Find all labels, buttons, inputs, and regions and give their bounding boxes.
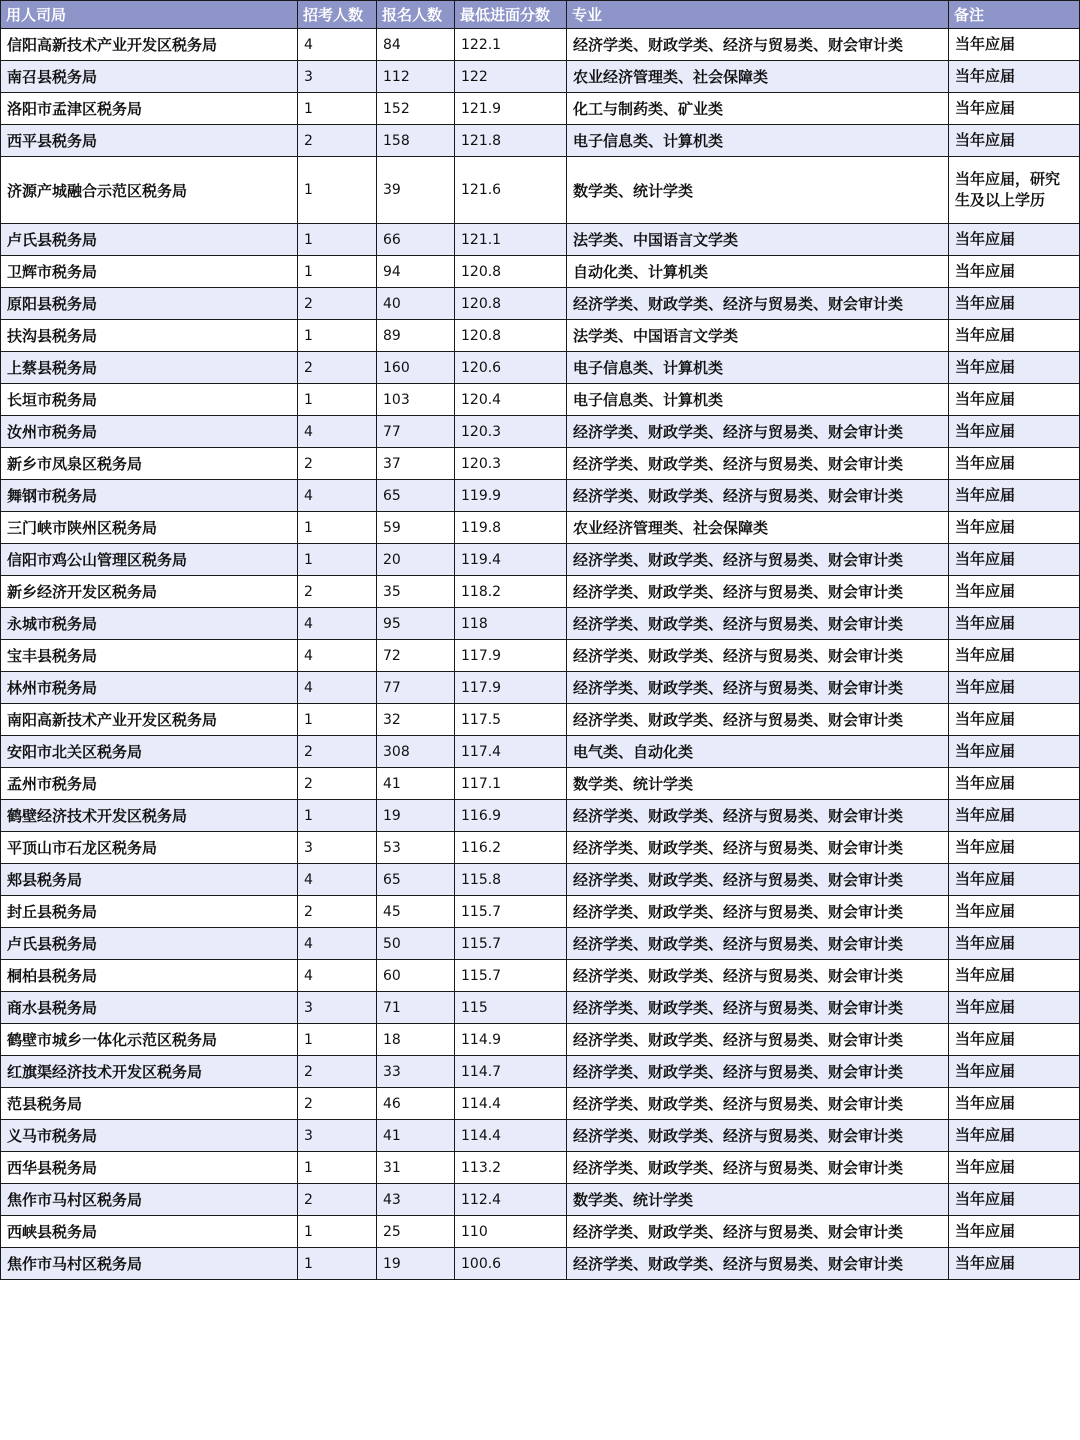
cell-org[interactable]: 扶沟县税务局 [1, 320, 298, 352]
cell-applicants[interactable]: 32 [377, 704, 455, 736]
cell-quota[interactable]: 1 [298, 384, 377, 416]
cell-note[interactable]: 当年应届 [949, 864, 1080, 896]
cell-note[interactable]: 当年应届 [949, 93, 1080, 125]
cell-min-score[interactable]: 113.2 [455, 1152, 567, 1184]
cell-note[interactable]: 当年应届 [949, 320, 1080, 352]
cell-major[interactable]: 经济学类、财政学类、经济与贸易类、财会审计类 [567, 1248, 949, 1280]
cell-major[interactable]: 经济学类、财政学类、经济与贸易类、财会审计类 [567, 896, 949, 928]
cell-major[interactable]: 电子信息类、计算机类 [567, 125, 949, 157]
cell-applicants[interactable]: 60 [377, 960, 455, 992]
cell-major[interactable]: 经济学类、财政学类、经济与贸易类、财会审计类 [567, 1024, 949, 1056]
cell-min-score[interactable]: 116.9 [455, 800, 567, 832]
cell-min-score[interactable]: 116.2 [455, 832, 567, 864]
cell-quota[interactable]: 1 [298, 512, 377, 544]
cell-applicants[interactable]: 158 [377, 125, 455, 157]
cell-applicants[interactable]: 160 [377, 352, 455, 384]
table-row [1, 960, 1080, 992]
table-row [1, 61, 1080, 93]
table-row [1, 608, 1080, 640]
cell-quota[interactable]: 4 [298, 29, 377, 61]
cell-org[interactable]: 范县税务局 [1, 1088, 298, 1120]
cell-org[interactable]: 新乡经济开发区税务局 [1, 576, 298, 608]
cell-quota[interactable]: 4 [298, 864, 377, 896]
cell-quota[interactable]: 1 [298, 544, 377, 576]
cell-min-score[interactable]: 119.4 [455, 544, 567, 576]
cell-major[interactable]: 经济学类、财政学类、经济与贸易类、财会审计类 [567, 864, 949, 896]
cell-note[interactable]: 当年应届 [949, 896, 1080, 928]
cell-major[interactable]: 自动化类、计算机类 [567, 256, 949, 288]
cell-min-score[interactable]: 120.6 [455, 352, 567, 384]
cell-major[interactable]: 经济学类、财政学类、经济与贸易类、财会审计类 [567, 608, 949, 640]
table-row [1, 1184, 1080, 1216]
cell-quota[interactable]: 4 [298, 608, 377, 640]
cell-min-score[interactable]: 118.2 [455, 576, 567, 608]
cell-applicants[interactable]: 84 [377, 29, 455, 61]
cell-min-score[interactable]: 122 [455, 61, 567, 93]
cell-applicants[interactable]: 20 [377, 544, 455, 576]
cell-org[interactable]: 林州市税务局 [1, 672, 298, 704]
cell-applicants[interactable]: 33 [377, 1056, 455, 1088]
table-row [1, 832, 1080, 864]
cell-applicants[interactable]: 46 [377, 1088, 455, 1120]
cell-min-score[interactable]: 122.1 [455, 29, 567, 61]
cell-quota[interactable]: 4 [298, 640, 377, 672]
cell-quota[interactable]: 3 [298, 1120, 377, 1152]
cell-major[interactable]: 数学类、统计学类 [567, 157, 949, 224]
cell-quota[interactable]: 3 [298, 61, 377, 93]
cell-note[interactable]: 当年应届 [949, 480, 1080, 512]
cell-org[interactable]: 卢氏县税务局 [1, 224, 298, 256]
table-row [1, 1120, 1080, 1152]
cell-min-score[interactable]: 110 [455, 1216, 567, 1248]
cell-quota[interactable]: 2 [298, 448, 377, 480]
cell-quota[interactable]: 1 [298, 1024, 377, 1056]
cell-quota[interactable]: 1 [298, 256, 377, 288]
cell-applicants[interactable]: 95 [377, 608, 455, 640]
cell-org[interactable]: 焦作市马村区税务局 [1, 1184, 298, 1216]
cell-applicants[interactable]: 45 [377, 896, 455, 928]
cell-org[interactable]: 郏县税务局 [1, 864, 298, 896]
cell-applicants[interactable]: 37 [377, 448, 455, 480]
cell-applicants[interactable]: 152 [377, 93, 455, 125]
cell-min-score[interactable]: 120.8 [455, 288, 567, 320]
cell-quota[interactable]: 2 [298, 125, 377, 157]
cell-major[interactable]: 经济学类、财政学类、经济与贸易类、财会审计类 [567, 1216, 949, 1248]
table-row [1, 1056, 1080, 1088]
cell-major[interactable]: 经济学类、财政学类、经济与贸易类、财会审计类 [567, 480, 949, 512]
cell-note[interactable]: 当年应届 [949, 960, 1080, 992]
cell-note[interactable]: 当年应届 [949, 256, 1080, 288]
cell-quota[interactable]: 1 [298, 1216, 377, 1248]
cell-note[interactable]: 当年应届 [949, 576, 1080, 608]
cell-note[interactable]: 当年应届 [949, 544, 1080, 576]
cell-org[interactable]: 鹤壁市城乡一体化示范区税务局 [1, 1024, 298, 1056]
table-row [1, 512, 1080, 544]
cell-applicants[interactable]: 25 [377, 1216, 455, 1248]
cell-note[interactable]: 当年应届，研究生及以上学历 [949, 157, 1080, 224]
cell-quota[interactable]: 1 [298, 1248, 377, 1280]
cell-major[interactable]: 法学类、中国语言文学类 [567, 320, 949, 352]
cell-major[interactable]: 农业经济管理类、社会保障类 [567, 512, 949, 544]
cell-major[interactable]: 经济学类、财政学类、经济与贸易类、财会审计类 [567, 448, 949, 480]
cell-major[interactable]: 电气类、自动化类 [567, 736, 949, 768]
cell-major[interactable]: 经济学类、财政学类、经济与贸易类、财会审计类 [567, 704, 949, 736]
header-row [1, 1, 1080, 29]
table-row [1, 416, 1080, 448]
cell-note[interactable]: 当年应届 [949, 61, 1080, 93]
cell-applicants[interactable]: 41 [377, 1120, 455, 1152]
cell-min-score[interactable]: 115.8 [455, 864, 567, 896]
cell-org[interactable]: 洛阳市孟津区税务局 [1, 93, 298, 125]
cell-major[interactable]: 经济学类、财政学类、经济与贸易类、财会审计类 [567, 960, 949, 992]
cell-min-score[interactable]: 114.4 [455, 1120, 567, 1152]
cell-org[interactable]: 信阳市鸡公山管理区税务局 [1, 544, 298, 576]
cell-quota[interactable]: 1 [298, 93, 377, 125]
table-row [1, 736, 1080, 768]
table-row [1, 1248, 1080, 1280]
cell-major[interactable]: 经济学类、财政学类、经济与贸易类、财会审计类 [567, 544, 949, 576]
cell-min-score[interactable]: 117.5 [455, 704, 567, 736]
table-row [1, 864, 1080, 896]
cell-quota[interactable]: 2 [298, 896, 377, 928]
cell-major[interactable]: 经济学类、财政学类、经济与贸易类、财会审计类 [567, 800, 949, 832]
cell-quota[interactable]: 2 [298, 736, 377, 768]
cell-min-score[interactable]: 112.4 [455, 1184, 567, 1216]
cell-min-score[interactable]: 117.1 [455, 768, 567, 800]
cell-min-score[interactable]: 114.9 [455, 1024, 567, 1056]
table-row [1, 157, 1080, 224]
cell-major[interactable]: 经济学类、财政学类、经济与贸易类、财会审计类 [567, 288, 949, 320]
cell-org[interactable]: 商水县税务局 [1, 992, 298, 1024]
cell-note[interactable]: 当年应届 [949, 608, 1080, 640]
cell-note[interactable]: 当年应届 [949, 352, 1080, 384]
cell-min-score[interactable]: 120.8 [455, 256, 567, 288]
cell-min-score[interactable]: 119.8 [455, 512, 567, 544]
cell-org[interactable]: 汝州市税务局 [1, 416, 298, 448]
cell-quota[interactable]: 1 [298, 704, 377, 736]
cell-min-score[interactable]: 120.3 [455, 416, 567, 448]
cell-applicants[interactable]: 112 [377, 61, 455, 93]
header-cell-org[interactable]: 用人司局 [1, 1, 298, 29]
table-row [1, 256, 1080, 288]
cell-applicants[interactable]: 41 [377, 768, 455, 800]
table-row [1, 320, 1080, 352]
cell-note[interactable]: 当年应届 [949, 704, 1080, 736]
table-row [1, 224, 1080, 256]
table-row [1, 544, 1080, 576]
table-row [1, 93, 1080, 125]
cell-quota[interactable]: 2 [298, 768, 377, 800]
cell-note[interactable]: 当年应届 [949, 832, 1080, 864]
cell-min-score[interactable]: 121.8 [455, 125, 567, 157]
cell-note[interactable]: 当年应届 [949, 125, 1080, 157]
header-cell-major[interactable]: 专业 [567, 1, 949, 29]
cell-note[interactable]: 当年应届 [949, 29, 1080, 61]
cell-note[interactable]: 当年应届 [949, 1152, 1080, 1184]
table-row [1, 125, 1080, 157]
cell-org[interactable]: 舞钢市税务局 [1, 480, 298, 512]
cell-applicants[interactable]: 35 [377, 576, 455, 608]
cell-min-score[interactable]: 119.9 [455, 480, 567, 512]
cell-major[interactable]: 经济学类、财政学类、经济与贸易类、财会审计类 [567, 416, 949, 448]
table-row [1, 1088, 1080, 1120]
table-row [1, 768, 1080, 800]
cell-applicants[interactable]: 31 [377, 1152, 455, 1184]
cell-quota[interactable]: 4 [298, 672, 377, 704]
cell-note[interactable]: 当年应届 [949, 1120, 1080, 1152]
cell-org[interactable]: 封丘县税务局 [1, 896, 298, 928]
table-row [1, 928, 1080, 960]
cell-major[interactable]: 电子信息类、计算机类 [567, 352, 949, 384]
cell-quota[interactable]: 1 [298, 1152, 377, 1184]
table-body [1, 29, 1080, 1280]
cell-quota[interactable]: 3 [298, 992, 377, 1024]
cell-org[interactable]: 西平县税务局 [1, 125, 298, 157]
cell-min-score[interactable]: 114.4 [455, 1088, 567, 1120]
cell-org[interactable]: 西华县税务局 [1, 1152, 298, 1184]
cell-note[interactable]: 当年应届 [949, 1184, 1080, 1216]
cell-org[interactable]: 长垣市税务局 [1, 384, 298, 416]
cell-applicants[interactable]: 19 [377, 800, 455, 832]
cell-major[interactable]: 法学类、中国语言文学类 [567, 224, 949, 256]
cell-major[interactable]: 数学类、统计学类 [567, 1184, 949, 1216]
cell-org[interactable]: 三门峡市陕州区税务局 [1, 512, 298, 544]
header-cell-applicants[interactable]: 报名人数 [377, 1, 455, 29]
cell-org[interactable]: 卫辉市税务局 [1, 256, 298, 288]
cell-note[interactable]: 当年应届 [949, 448, 1080, 480]
cell-quota[interactable]: 1 [298, 320, 377, 352]
cell-applicants[interactable]: 59 [377, 512, 455, 544]
cell-org[interactable]: 南召县税务局 [1, 61, 298, 93]
cell-major[interactable]: 数学类、统计学类 [567, 768, 949, 800]
cell-quota[interactable]: 4 [298, 928, 377, 960]
table-row [1, 992, 1080, 1024]
table-row [1, 704, 1080, 736]
cell-min-score[interactable]: 114.7 [455, 1056, 567, 1088]
table-row [1, 288, 1080, 320]
cell-major[interactable]: 经济学类、财政学类、经济与贸易类、财会审计类 [567, 1088, 949, 1120]
cell-org[interactable]: 济源产城融合示范区税务局 [1, 157, 298, 224]
cell-note[interactable]: 当年应届 [949, 384, 1080, 416]
cell-note[interactable]: 当年应届 [949, 800, 1080, 832]
header-cell-note[interactable]: 备注 [949, 1, 1080, 29]
cell-min-score[interactable]: 115.7 [455, 928, 567, 960]
cell-major[interactable]: 经济学类、财政学类、经济与贸易类、财会审计类 [567, 576, 949, 608]
cell-min-score[interactable]: 120.4 [455, 384, 567, 416]
cell-applicants[interactable]: 94 [377, 256, 455, 288]
cell-note[interactable]: 当年应届 [949, 416, 1080, 448]
cell-applicants[interactable]: 43 [377, 1184, 455, 1216]
cell-min-score[interactable]: 117.4 [455, 736, 567, 768]
cell-applicants[interactable]: 50 [377, 928, 455, 960]
cell-min-score[interactable]: 115.7 [455, 896, 567, 928]
table-row [1, 29, 1080, 61]
cell-note[interactable]: 当年应届 [949, 288, 1080, 320]
cell-major[interactable]: 经济学类、财政学类、经济与贸易类、财会审计类 [567, 1152, 949, 1184]
cell-applicants[interactable]: 89 [377, 320, 455, 352]
cell-quota[interactable]: 1 [298, 800, 377, 832]
cell-note[interactable]: 当年应届 [949, 1248, 1080, 1280]
table-row [1, 480, 1080, 512]
cell-min-score[interactable]: 115.7 [455, 960, 567, 992]
cell-quota[interactable]: 3 [298, 832, 377, 864]
cell-note[interactable]: 当年应届 [949, 672, 1080, 704]
cell-applicants[interactable]: 39 [377, 157, 455, 224]
cell-note[interactable]: 当年应届 [949, 768, 1080, 800]
cell-note[interactable]: 当年应届 [949, 1088, 1080, 1120]
header-cell-min-score[interactable]: 最低进面分数 [455, 1, 567, 29]
cell-org[interactable]: 平顶山市石龙区税务局 [1, 832, 298, 864]
cell-applicants[interactable]: 65 [377, 480, 455, 512]
cell-org[interactable]: 新乡市凤泉区税务局 [1, 448, 298, 480]
cell-org[interactable]: 卢氏县税务局 [1, 928, 298, 960]
table-row [1, 1024, 1080, 1056]
cell-org[interactable]: 桐柏县税务局 [1, 960, 298, 992]
cell-note[interactable]: 当年应届 [949, 512, 1080, 544]
cell-quota[interactable]: 2 [298, 576, 377, 608]
cell-major[interactable]: 经济学类、财政学类、经济与贸易类、财会审计类 [567, 29, 949, 61]
cell-min-score[interactable]: 115 [455, 992, 567, 1024]
cell-applicants[interactable]: 72 [377, 640, 455, 672]
cell-note[interactable]: 当年应届 [949, 1056, 1080, 1088]
cell-applicants[interactable]: 308 [377, 736, 455, 768]
cell-major[interactable]: 化工与制药类、矿业类 [567, 93, 949, 125]
cell-note[interactable]: 当年应届 [949, 992, 1080, 1024]
table-row [1, 384, 1080, 416]
cell-org[interactable]: 义马市税务局 [1, 1120, 298, 1152]
cell-org[interactable]: 信阳高新技术产业开发区税务局 [1, 29, 298, 61]
cell-org[interactable]: 上蔡县税务局 [1, 352, 298, 384]
cell-major[interactable]: 经济学类、财政学类、经济与贸易类、财会审计类 [567, 672, 949, 704]
table-row [1, 1216, 1080, 1248]
table-row [1, 1152, 1080, 1184]
cell-applicants[interactable]: 103 [377, 384, 455, 416]
cell-quota[interactable]: 4 [298, 416, 377, 448]
cell-note[interactable]: 当年应届 [949, 1024, 1080, 1056]
cell-major[interactable]: 经济学类、财政学类、经济与贸易类、财会审计类 [567, 928, 949, 960]
cell-applicants[interactable]: 40 [377, 288, 455, 320]
cell-min-score[interactable]: 120.3 [455, 448, 567, 480]
cell-org[interactable]: 宝丰县税务局 [1, 640, 298, 672]
cell-org[interactable]: 永城市税务局 [1, 608, 298, 640]
cell-applicants[interactable]: 77 [377, 416, 455, 448]
cell-quota[interactable]: 4 [298, 480, 377, 512]
cell-major[interactable]: 经济学类、财政学类、经济与贸易类、财会审计类 [567, 992, 949, 1024]
table-row [1, 640, 1080, 672]
header-cell-quota[interactable]: 招考人数 [298, 1, 377, 29]
cell-quota[interactable]: 2 [298, 352, 377, 384]
cell-applicants[interactable]: 77 [377, 672, 455, 704]
cell-major[interactable]: 经济学类、财政学类、经济与贸易类、财会审计类 [567, 1056, 949, 1088]
cell-org[interactable]: 红旗渠经济技术开发区税务局 [1, 1056, 298, 1088]
cell-min-score[interactable]: 118 [455, 608, 567, 640]
cell-org[interactable]: 焦作市马村区税务局 [1, 1248, 298, 1280]
cell-applicants[interactable]: 66 [377, 224, 455, 256]
table-header [1, 1, 1080, 29]
cell-major[interactable]: 经济学类、财政学类、经济与贸易类、财会审计类 [567, 1120, 949, 1152]
cell-org[interactable]: 孟州市税务局 [1, 768, 298, 800]
cell-applicants[interactable]: 19 [377, 1248, 455, 1280]
cell-note[interactable]: 当年应届 [949, 224, 1080, 256]
cell-org[interactable]: 西峡县税务局 [1, 1216, 298, 1248]
cell-quota[interactable]: 1 [298, 224, 377, 256]
cell-major[interactable]: 电子信息类、计算机类 [567, 384, 949, 416]
cell-quota[interactable]: 1 [298, 157, 377, 224]
table-row [1, 896, 1080, 928]
cell-quota[interactable]: 4 [298, 960, 377, 992]
cell-min-score[interactable]: 121.1 [455, 224, 567, 256]
cell-quota[interactable]: 2 [298, 1184, 377, 1216]
cell-org[interactable]: 安阳市北关区税务局 [1, 736, 298, 768]
cell-major[interactable]: 经济学类、财政学类、经济与贸易类、财会审计类 [567, 832, 949, 864]
table-row [1, 352, 1080, 384]
table-row [1, 448, 1080, 480]
cell-note[interactable]: 当年应届 [949, 736, 1080, 768]
cell-min-score[interactable]: 117.9 [455, 672, 567, 704]
cell-note[interactable]: 当年应届 [949, 928, 1080, 960]
cell-org[interactable]: 鹤壁经济技术开发区税务局 [1, 800, 298, 832]
table-row [1, 576, 1080, 608]
cell-major[interactable]: 农业经济管理类、社会保障类 [567, 61, 949, 93]
cell-org[interactable]: 原阳县税务局 [1, 288, 298, 320]
cell-quota[interactable]: 2 [298, 1088, 377, 1120]
cell-quota[interactable]: 2 [298, 288, 377, 320]
cell-applicants[interactable]: 71 [377, 992, 455, 1024]
cell-min-score[interactable]: 117.9 [455, 640, 567, 672]
cell-applicants[interactable]: 65 [377, 864, 455, 896]
cell-min-score[interactable]: 121.9 [455, 93, 567, 125]
cell-applicants[interactable]: 18 [377, 1024, 455, 1056]
cell-min-score[interactable]: 120.8 [455, 320, 567, 352]
cell-min-score[interactable]: 121.6 [455, 157, 567, 224]
cell-min-score[interactable]: 100.6 [455, 1248, 567, 1280]
cell-note[interactable]: 当年应届 [949, 640, 1080, 672]
cell-quota[interactable]: 2 [298, 1056, 377, 1088]
cell-note[interactable]: 当年应届 [949, 1216, 1080, 1248]
table-row [1, 800, 1080, 832]
cell-major[interactable]: 经济学类、财政学类、经济与贸易类、财会审计类 [567, 640, 949, 672]
cell-applicants[interactable]: 53 [377, 832, 455, 864]
cell-org[interactable]: 南阳高新技术产业开发区税务局 [1, 704, 298, 736]
table-row [1, 672, 1080, 704]
